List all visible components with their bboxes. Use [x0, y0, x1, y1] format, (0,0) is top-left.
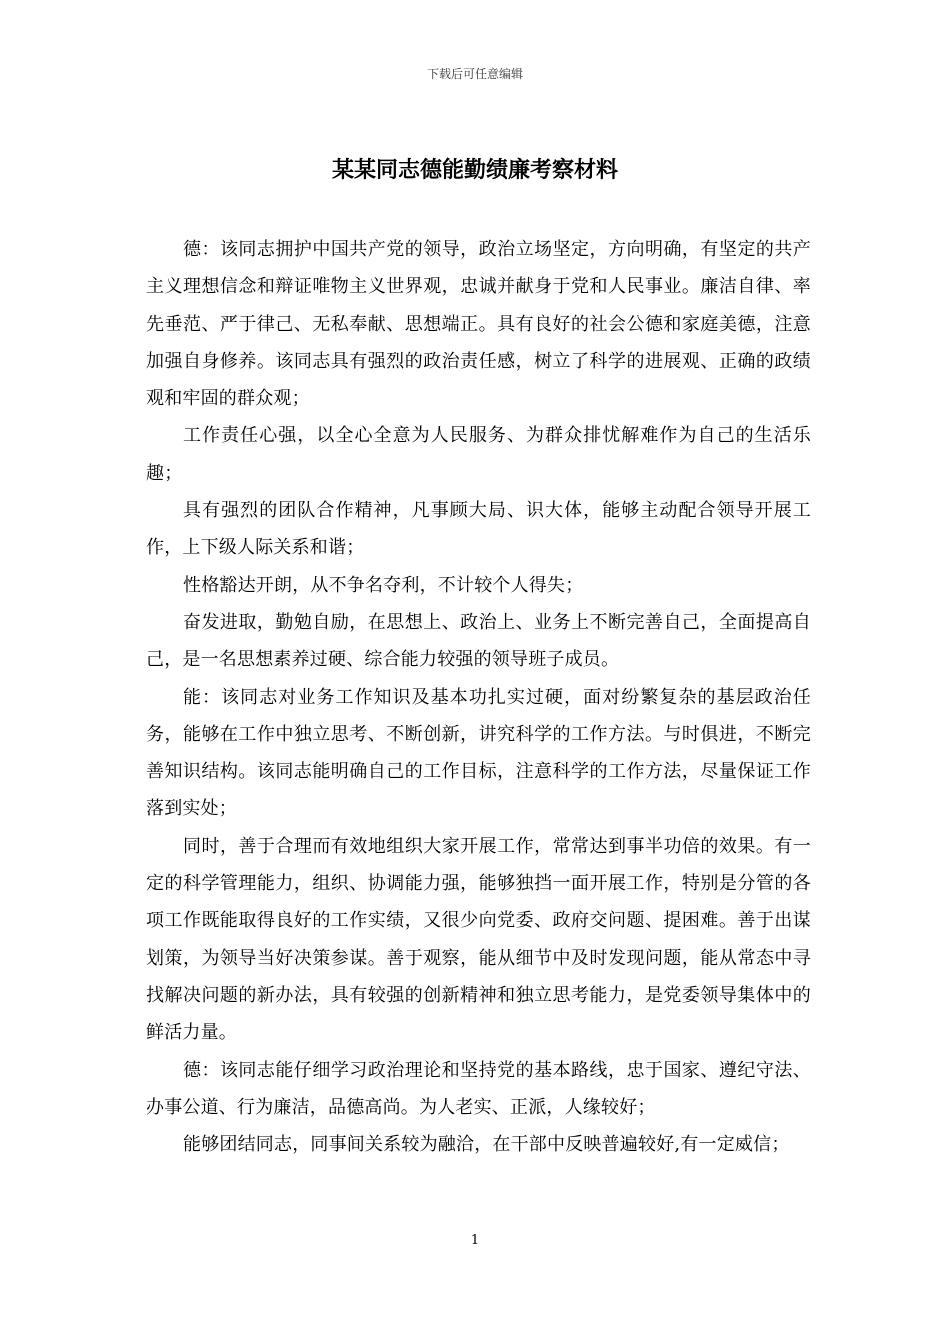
paragraph-de-second: 德：该同志能仔细学习政治理论和坚持党的基本路线，忠于国家、遵纪守法、办事公道、行为廉洁，品德高尚。为人老实、正派，人缘较好； — [146, 1059, 811, 1118]
header-note: 下载后可任意编辑 — [426, 67, 523, 81]
paragraph-organization: 同时，善于合理而有效地组织大家开展工作，常常达到事半功倍的效果。有一定的科学管理能力，组织、协调能力强，能够独挡一面开展工作，特别是分管的各项工作既能取得良好的工作实绩，又很少向党委、政府交问题、提困难。善于出谋划策，为领导当好决策参谋。善于观察，能从细节中及时发现问题，能从常态中寻找解决问题的新办法，具有较强的创新精神和独立思考能力，是党委领导集体中的鲜活力量。 — [146, 835, 811, 1044]
paragraph-de-intro: 德：该同志拥护中国共产党的领导，政治立场坚定，方向明确，有坚定的共产主义理想信念和辩证唯物主义世界观，忠诚并献身于党和人民事业。廉洁自律、率先垂范、严于律己、无私奉献、思想端正。具有良好的社会公德和家庭美德，注意加强自身修养。该同志具有强烈的政治责任感，树立了科学的进展观、正确的政绩观和牢固的群众观； — [146, 239, 811, 410]
paragraph-responsibility: 工作责任心强，以全心全意为人民服务、为群众排忧解难作为自己的生活乐趣； — [146, 425, 811, 484]
document-body — [146, 231, 811, 1163]
paragraph-progress: 奋发进取，勤勉自励，在思想上、政治上、业务上不断完善自己，全面提高自己，是一名思想素养过硬、综合能力较强的领导班子成员。 — [146, 611, 811, 671]
paragraph-character: 性格豁达开朗，从不争名夺利，不计较个人得失； — [183, 574, 584, 596]
document-title: 某某同志德能勤绩廉考察材料 — [331, 158, 618, 183]
page-number: 1 — [470, 1233, 480, 1248]
paragraph-teamwork: 具有强烈的团队合作精神，凡事顾大局、识大体，能够主动配合领导开展工作，上下级人际关系和谐； — [146, 500, 811, 559]
paragraph-unity: 能够团结同志，同事间关系较为融洽，在干部中反映普遍较好,有一定威信； — [183, 1134, 790, 1156]
paragraph-neng: 能：该同志对业务工作知识及基本功扎实过硬，面对纷繁复杂的基层政治任务，能够在工作中独立思考、不断创新，讲究科学的工作方法。与时俱进，不断完善知识结构。该同志能明确自己的工作目标，注意科学的工作方法，尽量保证工作落到实处； — [146, 686, 811, 820]
